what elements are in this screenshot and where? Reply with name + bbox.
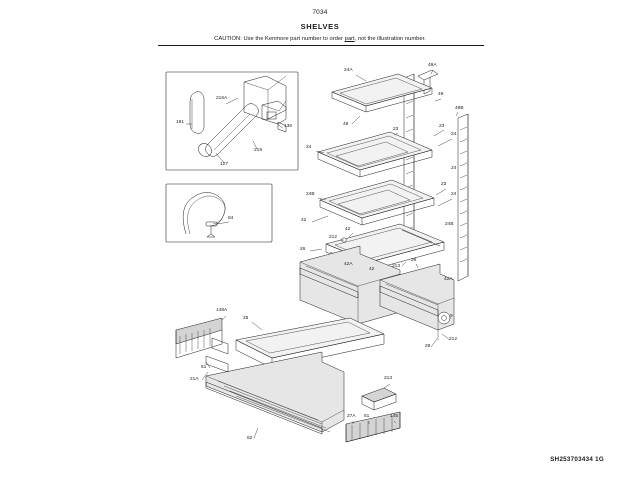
callout-24-b: 24 xyxy=(306,145,312,150)
callout-49a: 49A xyxy=(428,63,437,68)
callout-145: 145 xyxy=(390,414,399,419)
callout-212-b: 212 xyxy=(449,337,458,342)
callout-219: 219 xyxy=(254,148,263,153)
deli-pan-62 xyxy=(206,352,344,438)
inset-water-tube xyxy=(166,184,272,242)
callout-51-left: 51 xyxy=(201,365,207,370)
callout-42a-b: 42A xyxy=(444,277,453,282)
diagram-code: SH253703434 1G xyxy=(550,456,604,463)
callout-24-d: 24 xyxy=(451,192,457,197)
callout-24b-a: 24B xyxy=(306,192,315,197)
callout-25: 25 xyxy=(243,316,249,321)
callout-62: 62 xyxy=(247,436,253,441)
callout-42-c: 42 xyxy=(369,267,375,272)
callout-42a-a: 42A xyxy=(344,262,353,267)
callout-24-a: 24 xyxy=(451,132,457,137)
inset-handle-assembly xyxy=(166,72,298,170)
callout-27a: 27A xyxy=(347,414,356,419)
callout-148a: 148A xyxy=(216,308,228,313)
callout-26-a: 26 xyxy=(300,247,306,252)
callout-136: 136 xyxy=(284,124,293,129)
callout-9: 9 xyxy=(450,314,453,319)
callout-23-c: 23 xyxy=(441,182,447,187)
callout-24-c: 24 xyxy=(451,166,457,171)
callout-24a: 24A xyxy=(344,68,353,73)
caution-prefix: CAUTION: Use the Kenmore part number to order xyxy=(214,36,345,42)
callout-213-a: 213 xyxy=(392,264,401,269)
callout-23-a: 23 xyxy=(393,127,399,132)
callout-28: 28 xyxy=(425,344,431,349)
caution-suffix: , not the illustration number. xyxy=(354,36,426,42)
caution-underlined-word: part xyxy=(344,36,355,42)
shelf-glass-top-24a xyxy=(332,74,432,124)
callout-42-a: 42 xyxy=(301,218,307,223)
callout-21a: 21A xyxy=(190,377,199,382)
drawer-slide-right-213 xyxy=(362,384,396,410)
callout-213-b: 213 xyxy=(384,376,393,381)
callout-23-b: 23 xyxy=(439,124,445,129)
drawer-slide-left-148a xyxy=(176,316,228,380)
callout-49-left: 49 xyxy=(343,122,349,127)
callout-49-right: 49 xyxy=(438,92,444,97)
shelf-glass-24b xyxy=(312,180,452,225)
callout-51-right: 51 xyxy=(364,414,370,419)
callout-212-a: 212 xyxy=(329,235,338,240)
model-number: 7034 xyxy=(312,9,328,16)
callout-26-b: 26 xyxy=(411,258,417,263)
callout-191: 191 xyxy=(176,120,185,125)
callout-127: 127 xyxy=(220,162,229,167)
callout-42-b: 42 xyxy=(345,227,351,232)
callout-216a: 216A xyxy=(216,96,228,101)
shelf-glass-24 xyxy=(316,130,452,177)
callout-84: 84 xyxy=(228,216,234,221)
page-title: SHELVES xyxy=(300,22,340,31)
callout-24b-b: 24B xyxy=(445,222,454,227)
callout-49b: 49B xyxy=(455,106,464,111)
